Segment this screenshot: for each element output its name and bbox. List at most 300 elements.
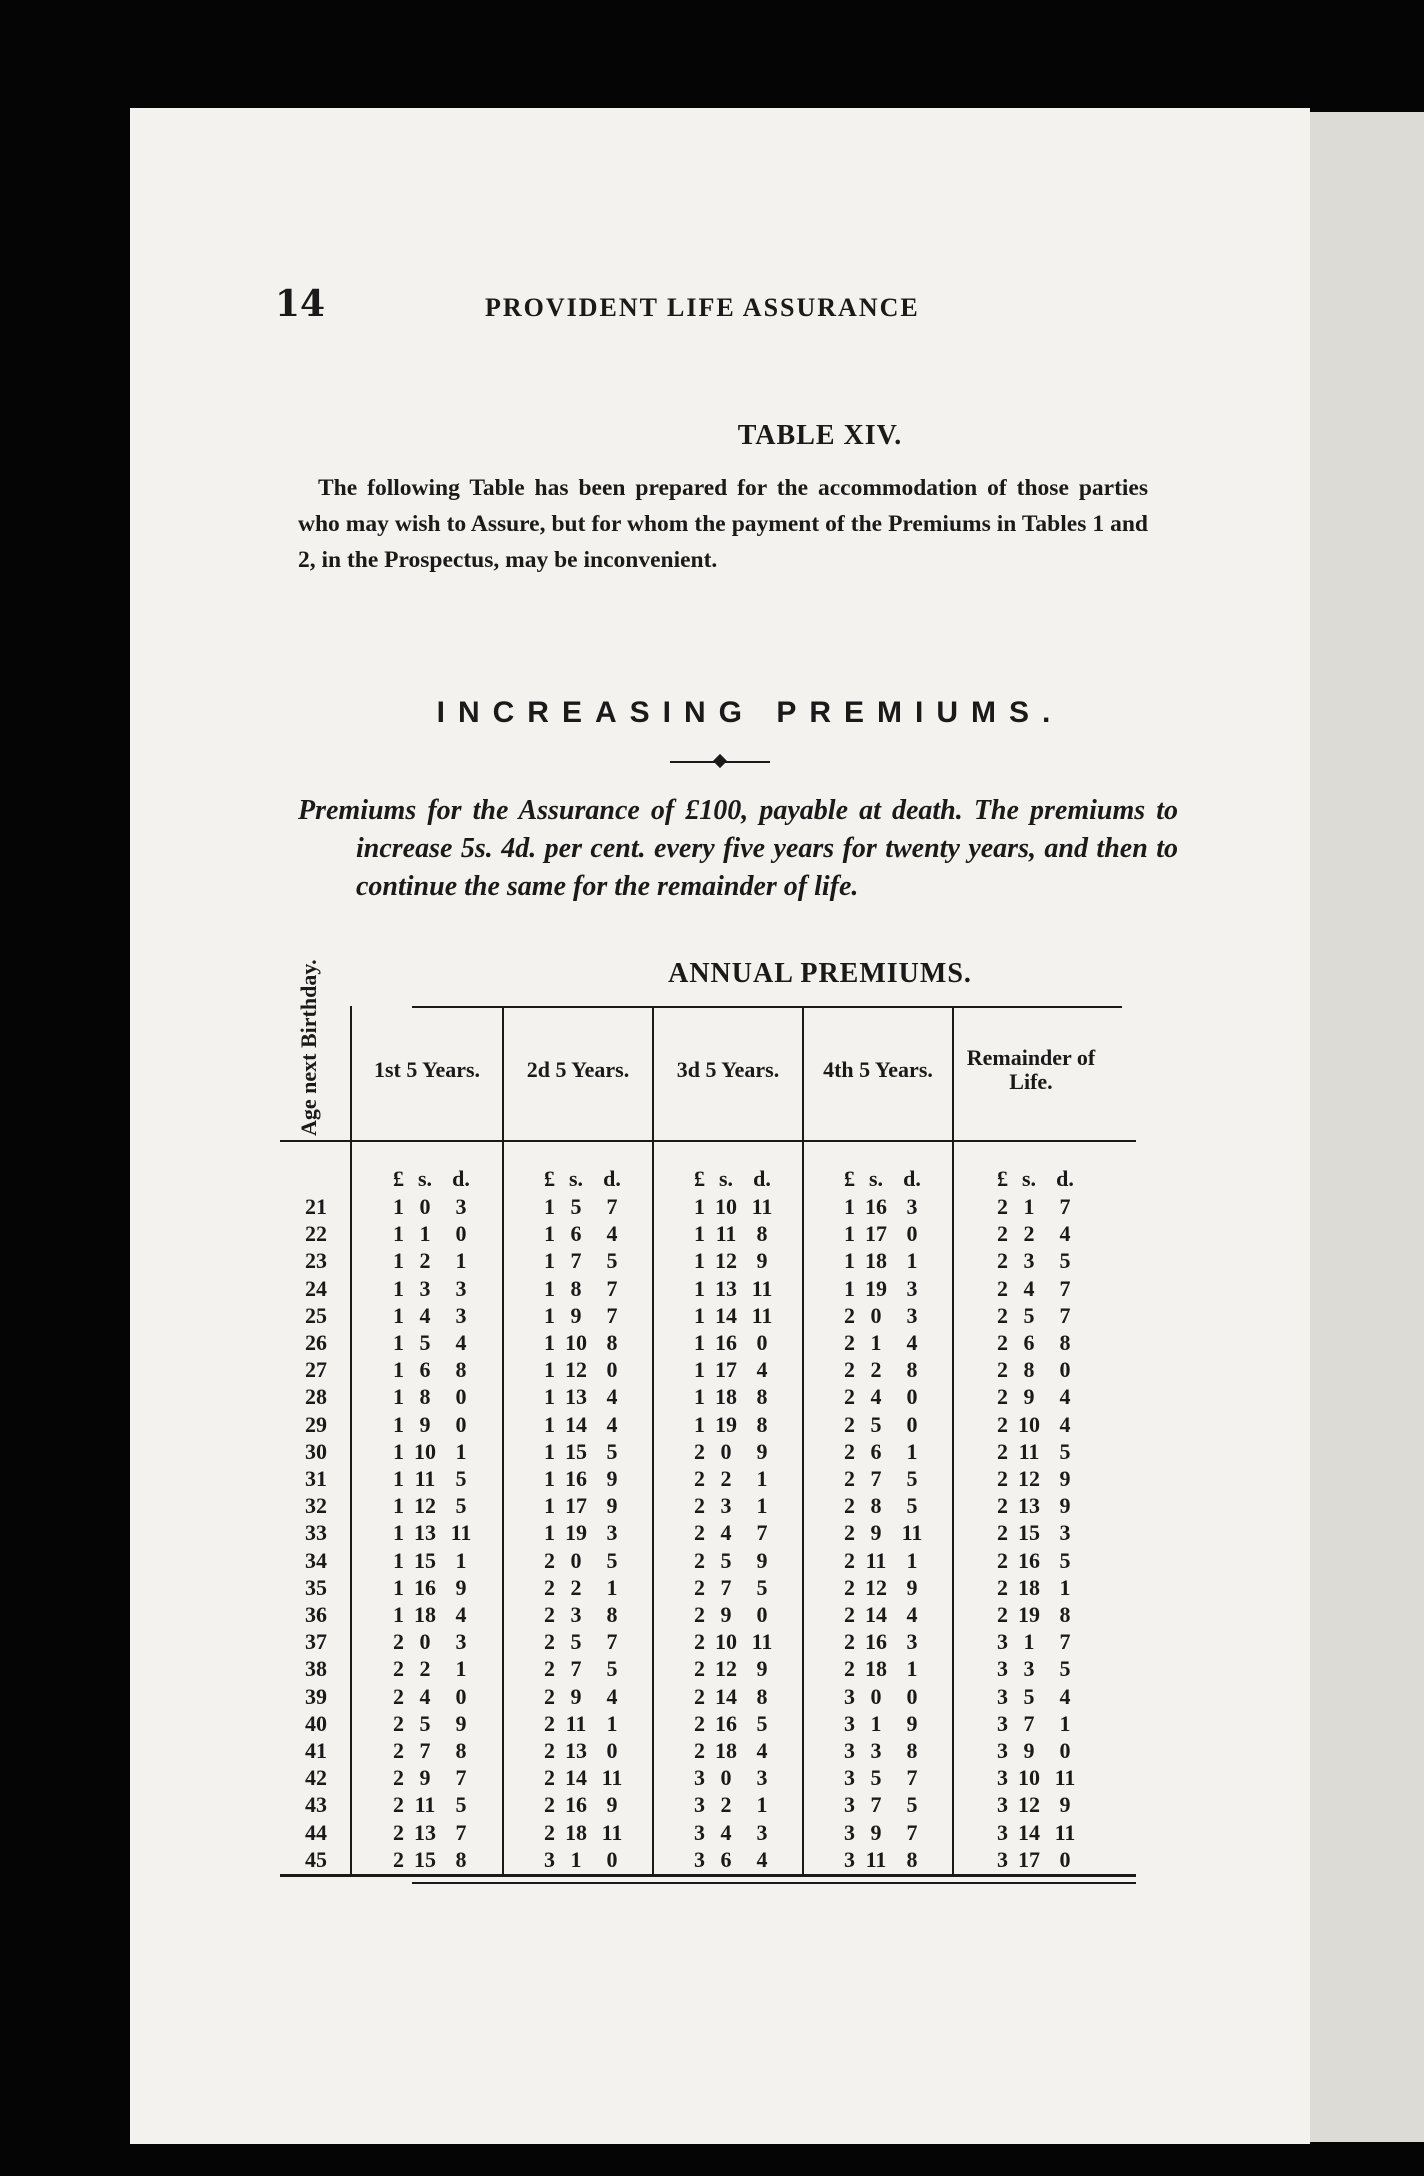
shillings-value: 13 [414, 1819, 436, 1845]
pence-value: 1 [756, 1466, 768, 1491]
pence-value: 5 [606, 1656, 618, 1682]
shillings-value: 5 [419, 1710, 431, 1736]
pounds-value: 1 [544, 1411, 555, 1437]
pounds-value: 2 [997, 1438, 1008, 1464]
pounds-value: 1 [544, 1357, 555, 1383]
units-row [280, 1166, 1138, 1191]
pounds-value: 1 [694, 1302, 705, 1328]
shillings-value: 14 [565, 1411, 587, 1437]
pence-value: 0 [606, 1738, 618, 1763]
pence-value: 3 [1059, 1520, 1071, 1546]
pounds-value: 2 [694, 1738, 705, 1763]
shillings-value: 6 [870, 1438, 882, 1464]
pence-value: 5 [1059, 1438, 1071, 1464]
shillings-value: 15 [414, 1846, 436, 1872]
pounds-value: 3 [997, 1819, 1008, 1845]
pence-value: 3 [756, 1819, 768, 1845]
pounds-value: £ [844, 1166, 855, 1191]
pounds-value: 1 [393, 1330, 404, 1355]
pounds-value: 1 [694, 1221, 705, 1247]
shillings-value: 17 [565, 1493, 587, 1519]
pounds-value: 3 [844, 1819, 855, 1845]
shillings-value: 0 [419, 1629, 431, 1655]
pence-value: 1 [756, 1493, 768, 1519]
pence-value: 3 [906, 1629, 918, 1655]
pounds-value: 2 [393, 1710, 404, 1736]
pence-value: 5 [606, 1248, 618, 1274]
pounds-value: 2 [544, 1683, 555, 1709]
pence-value: 8 [606, 1330, 618, 1355]
pounds-value: 2 [393, 1656, 404, 1682]
shillings-value: 7 [570, 1656, 582, 1682]
shillings-value: s. [417, 1166, 433, 1191]
pounds-value: 2 [544, 1738, 555, 1763]
shillings-value: 11 [715, 1221, 737, 1247]
shillings-value: 1 [1023, 1194, 1035, 1219]
pence-value: 5 [906, 1466, 918, 1491]
table-title: TABLE XIV. [737, 420, 903, 451]
pence-value: 8 [756, 1411, 768, 1437]
age-value: 21 [305, 1194, 327, 1219]
pence-value: 3 [756, 1765, 768, 1791]
shillings-value: 17 [1018, 1846, 1040, 1872]
table-row [280, 1520, 1138, 1545]
pounds-value: 1 [844, 1221, 855, 1247]
shillings-value: 2 [870, 1357, 882, 1383]
pence-value: 7 [906, 1819, 918, 1845]
pounds-value: 1 [544, 1384, 555, 1410]
pounds-value: 1 [544, 1248, 555, 1274]
pence-value: 4 [455, 1602, 467, 1627]
pence-value: 0 [906, 1221, 918, 1247]
pence-value: 8 [1059, 1602, 1071, 1627]
pence-value: 0 [455, 1384, 467, 1410]
pence-value: 4 [756, 1738, 768, 1763]
pounds-value: 3 [997, 1656, 1008, 1682]
shillings-value: 16 [565, 1792, 587, 1818]
pence-value: d. [903, 1166, 921, 1191]
pounds-value: 2 [393, 1738, 404, 1763]
age-value: 23 [305, 1248, 327, 1274]
age-value: 31 [305, 1466, 327, 1491]
shillings-value: 3 [1023, 1656, 1035, 1682]
shillings-value: 9 [570, 1302, 582, 1328]
shillings-value: 9 [720, 1602, 732, 1627]
shillings-value: 10 [715, 1629, 737, 1655]
ornament-rule [670, 758, 770, 766]
shillings-value: 10 [565, 1330, 587, 1355]
pounds-value: 2 [694, 1493, 705, 1519]
pounds-value: 2 [694, 1574, 705, 1600]
age-value: 24 [305, 1275, 327, 1301]
pounds-value: 3 [844, 1683, 855, 1709]
pounds-value: 2 [844, 1330, 855, 1355]
pounds-value: 1 [844, 1248, 855, 1274]
shillings-value: 15 [1018, 1520, 1040, 1546]
pence-value: 9 [455, 1574, 467, 1600]
shillings-value: 7 [870, 1466, 882, 1491]
pounds-value: 2 [997, 1248, 1008, 1274]
pence-value: 1 [606, 1574, 618, 1600]
shillings-value: s. [868, 1166, 884, 1191]
pounds-value: 2 [694, 1656, 705, 1682]
table-row [280, 1629, 1138, 1654]
pounds-value: 3 [844, 1738, 855, 1763]
pounds-value: 1 [694, 1330, 705, 1355]
shillings-value: 2 [1023, 1221, 1035, 1247]
pence-value: 8 [756, 1683, 768, 1709]
pence-value: 0 [1059, 1738, 1071, 1763]
pence-value: 5 [1059, 1547, 1071, 1573]
shillings-value: 5 [570, 1629, 582, 1655]
pounds-value: 1 [393, 1248, 404, 1274]
pence-value: 9 [455, 1710, 467, 1736]
pence-value: 3 [906, 1275, 918, 1301]
pounds-value: 3 [997, 1846, 1008, 1872]
pounds-value: 1 [544, 1194, 555, 1219]
age-value: 39 [305, 1683, 327, 1709]
pence-value: 5 [606, 1547, 618, 1573]
pence-value: 9 [606, 1493, 618, 1519]
pounds-value: 2 [844, 1357, 855, 1383]
pounds-value: 2 [544, 1547, 555, 1573]
next-page-edge [1304, 112, 1424, 2142]
pounds-value: 2 [997, 1302, 1008, 1328]
pence-value: 9 [1059, 1466, 1071, 1491]
shillings-value: 8 [1023, 1357, 1035, 1383]
pence-value: 9 [606, 1466, 618, 1491]
shillings-value: 1 [870, 1710, 882, 1736]
shillings-value: 15 [565, 1438, 587, 1464]
shillings-value: 2 [570, 1574, 582, 1600]
shillings-value: 0 [720, 1765, 732, 1791]
pence-value: 9 [906, 1574, 918, 1600]
age-value: 26 [305, 1330, 327, 1355]
shillings-value: 13 [565, 1738, 587, 1763]
pounds-value: 2 [544, 1710, 555, 1736]
pounds-value: 2 [393, 1819, 404, 1845]
pence-value: d. [1056, 1166, 1074, 1191]
table-row [280, 1684, 1138, 1709]
shillings-value: 4 [1023, 1275, 1035, 1301]
pence-value: 3 [455, 1302, 467, 1328]
pounds-value: 2 [844, 1574, 855, 1600]
shillings-value: 16 [1018, 1547, 1040, 1573]
pounds-value: £ [997, 1166, 1008, 1191]
shillings-value: 9 [570, 1683, 582, 1709]
pence-value: 1 [906, 1248, 918, 1274]
table-row [280, 1194, 1138, 1219]
pence-value: 4 [1059, 1683, 1071, 1709]
pounds-value: £ [544, 1166, 555, 1191]
pence-value: 0 [906, 1411, 918, 1437]
pounds-value: 2 [844, 1411, 855, 1437]
pounds-value: 3 [997, 1765, 1008, 1791]
column-header: 3d 5 Years. [676, 1057, 780, 1082]
pence-value: 1 [606, 1710, 618, 1736]
pence-value: 9 [756, 1248, 768, 1274]
pounds-value: 2 [694, 1438, 705, 1464]
shillings-value: 18 [414, 1602, 436, 1627]
pounds-value: 2 [997, 1466, 1008, 1491]
pence-value: 7 [756, 1520, 768, 1546]
pounds-value: 2 [694, 1520, 705, 1546]
pence-value: 1 [1059, 1710, 1071, 1736]
shillings-value: 17 [715, 1357, 737, 1383]
shillings-value: 9 [419, 1765, 431, 1791]
pounds-value: 2 [393, 1792, 404, 1818]
pence-value: 3 [606, 1520, 618, 1546]
pence-value: 3 [455, 1194, 467, 1219]
shillings-value: 10 [1018, 1411, 1040, 1437]
shillings-value: 18 [715, 1738, 737, 1763]
shillings-value: 7 [570, 1248, 582, 1274]
pounds-value: 2 [997, 1602, 1008, 1627]
pence-value: 4 [606, 1683, 618, 1709]
pence-value: 11 [1054, 1765, 1076, 1791]
shillings-value: 2 [419, 1248, 431, 1274]
pence-value: 0 [455, 1411, 467, 1437]
pence-value: 4 [906, 1330, 918, 1355]
shillings-value: 1 [870, 1330, 882, 1355]
pence-value: 1 [906, 1438, 918, 1464]
shillings-value: 4 [419, 1683, 431, 1709]
pence-value: 1 [455, 1438, 467, 1464]
pence-value: 3 [455, 1275, 467, 1301]
shillings-value: 14 [715, 1302, 737, 1328]
pounds-value: 2 [844, 1602, 855, 1627]
pence-value: 11 [450, 1520, 472, 1546]
shillings-value: 4 [870, 1384, 882, 1410]
pence-value: 9 [1059, 1792, 1071, 1818]
shillings-value: 0 [570, 1547, 582, 1573]
shillings-value: 6 [1023, 1330, 1035, 1355]
table-row [280, 1765, 1138, 1790]
pence-value: 5 [756, 1710, 768, 1736]
page [130, 108, 1310, 2144]
table-row [280, 1575, 1138, 1600]
pence-value: 0 [906, 1384, 918, 1410]
section-title: ANNUAL PREMIUMS. [668, 958, 972, 989]
running-head [130, 283, 1310, 333]
pounds-value: 2 [393, 1846, 404, 1872]
shillings-value: 4 [720, 1520, 732, 1546]
shillings-value: 0 [870, 1683, 882, 1709]
shillings-value: 3 [1023, 1248, 1035, 1274]
pounds-value: 1 [544, 1438, 555, 1464]
pence-value: 11 [751, 1194, 773, 1219]
age-value: 38 [305, 1656, 327, 1682]
pence-value: 3 [906, 1194, 918, 1219]
pounds-value: 2 [844, 1384, 855, 1410]
pence-value: 11 [751, 1302, 773, 1328]
pounds-value: 2 [694, 1629, 705, 1655]
shillings-value: 7 [720, 1574, 732, 1600]
shillings-value: 0 [720, 1438, 732, 1464]
pence-value: 8 [455, 1846, 467, 1872]
shillings-value: 6 [419, 1357, 431, 1383]
age-value: 42 [305, 1765, 327, 1791]
pence-value: 0 [906, 1683, 918, 1709]
pence-value: 7 [906, 1765, 918, 1791]
pounds-value: 2 [694, 1466, 705, 1491]
shillings-value: 0 [870, 1302, 882, 1328]
intro-paragraph: The following Table has been prepared for the accommodation of those parties who may wish to Assure, but for whom the payment of the Premiums in Tables 1 and 2, in the Prospectus, may be inconvenient. [298, 475, 1148, 573]
age-value: 44 [305, 1819, 327, 1845]
pence-value: 1 [906, 1547, 918, 1573]
shillings-value: 12 [414, 1493, 436, 1519]
pounds-value: 2 [544, 1792, 555, 1818]
pence-value: 7 [606, 1194, 618, 1219]
table-row [280, 1820, 1138, 1845]
pounds-value: 2 [844, 1547, 855, 1573]
pounds-value: 1 [844, 1194, 855, 1219]
shillings-value: 5 [570, 1194, 582, 1219]
pounds-value: 2 [997, 1330, 1008, 1355]
pence-value: 7 [455, 1819, 467, 1845]
table-header-rule [280, 1140, 1136, 1142]
pounds-value: 3 [544, 1846, 555, 1872]
pounds-value: 1 [544, 1275, 555, 1301]
pounds-value: 2 [844, 1493, 855, 1519]
pence-value: 4 [756, 1846, 768, 1872]
shillings-value: 12 [715, 1248, 737, 1274]
pounds-value: 3 [997, 1683, 1008, 1709]
pence-value: 7 [455, 1765, 467, 1791]
pounds-value: 2 [844, 1656, 855, 1682]
shillings-value: 0 [419, 1194, 431, 1219]
table-row [280, 1656, 1138, 1681]
pence-value: 7 [1059, 1275, 1071, 1301]
pence-value: 5 [455, 1792, 467, 1818]
shillings-value: 5 [1023, 1683, 1035, 1709]
shillings-value: 9 [870, 1819, 882, 1845]
pounds-value: 2 [694, 1683, 705, 1709]
table-bottom-rule-2 [412, 1882, 1136, 1884]
shillings-value: 18 [1018, 1574, 1040, 1600]
shillings-value: 14 [565, 1765, 587, 1791]
age-value: 36 [305, 1602, 327, 1627]
shillings-value: 7 [419, 1738, 431, 1763]
pence-value: 1 [756, 1792, 768, 1818]
pence-value: 7 [606, 1275, 618, 1301]
pence-value: 8 [906, 1846, 918, 1872]
pence-value: 1 [906, 1656, 918, 1682]
banner-heading: INCREASING PREMIUMS. [436, 696, 1064, 729]
pence-value: 1 [455, 1656, 467, 1682]
shillings-value: 18 [865, 1248, 887, 1274]
pounds-value: 3 [844, 1846, 855, 1872]
table-row [280, 1847, 1138, 1872]
shillings-value: 12 [865, 1574, 887, 1600]
pounds-value: 1 [544, 1330, 555, 1355]
shillings-value: 10 [414, 1438, 436, 1464]
pounds-value: 1 [694, 1194, 705, 1219]
pence-value: 5 [1059, 1656, 1071, 1682]
shillings-value: 15 [414, 1547, 436, 1573]
pence-value: 8 [606, 1602, 618, 1627]
pounds-value: £ [694, 1166, 705, 1191]
shillings-value: 1 [419, 1221, 431, 1247]
age-value: 28 [305, 1384, 327, 1410]
pounds-value: 1 [393, 1547, 404, 1573]
pounds-value: 1 [393, 1194, 404, 1219]
shillings-value: 3 [419, 1275, 431, 1301]
column-header: 1st 5 Years. [373, 1057, 481, 1082]
shillings-value: 5 [1023, 1302, 1035, 1328]
pence-value: 4 [1059, 1411, 1071, 1437]
pence-value: 0 [1059, 1846, 1071, 1872]
pence-value: 4 [455, 1330, 467, 1355]
shillings-value: 14 [715, 1683, 737, 1709]
shillings-value: 2 [720, 1466, 732, 1491]
pence-value: 3 [906, 1302, 918, 1328]
pence-value: 4 [606, 1221, 618, 1247]
pence-value: 8 [756, 1384, 768, 1410]
pence-value: 9 [756, 1547, 768, 1573]
table-row [280, 1602, 1138, 1627]
pounds-value: 3 [844, 1710, 855, 1736]
pence-value: 7 [1059, 1629, 1071, 1655]
table-row [280, 1439, 1138, 1464]
pence-value: 5 [1059, 1248, 1071, 1274]
shillings-value: 18 [565, 1819, 587, 1845]
age-value: 25 [305, 1302, 327, 1328]
shillings-value: 1 [570, 1846, 582, 1872]
pounds-value: 2 [393, 1629, 404, 1655]
pounds-value: 1 [544, 1221, 555, 1247]
pence-value: 0 [606, 1357, 618, 1383]
pence-value: 11 [601, 1765, 623, 1791]
shillings-value: 16 [865, 1194, 887, 1219]
age-value: 34 [305, 1547, 327, 1573]
table-row [280, 1248, 1138, 1273]
age-value: 40 [305, 1710, 327, 1736]
table-row [280, 1548, 1138, 1573]
pence-value: 8 [906, 1357, 918, 1383]
pounds-value: 3 [997, 1738, 1008, 1763]
shillings-value: 7 [870, 1792, 882, 1818]
shillings-value: 3 [870, 1738, 882, 1763]
shillings-value: 8 [870, 1493, 882, 1519]
shillings-value: 17 [865, 1221, 887, 1247]
pounds-value: 2 [997, 1574, 1008, 1600]
pence-value: 7 [1059, 1302, 1071, 1328]
pounds-value: 2 [544, 1656, 555, 1682]
pounds-value: 2 [393, 1765, 404, 1791]
shillings-value: 3 [720, 1493, 732, 1519]
shillings-value: 5 [870, 1411, 882, 1437]
pounds-value: 2 [694, 1547, 705, 1573]
pounds-value: 1 [393, 1221, 404, 1247]
pence-value: 7 [606, 1629, 618, 1655]
table-row [280, 1330, 1138, 1355]
table-row [280, 1221, 1138, 1246]
shillings-value: 11 [565, 1710, 587, 1736]
shillings-value: 5 [720, 1547, 732, 1573]
shillings-value: s. [1021, 1166, 1037, 1191]
age-value: 22 [305, 1221, 327, 1247]
pence-value: 4 [906, 1602, 918, 1627]
table-row [280, 1792, 1138, 1817]
age-value: 27 [305, 1357, 327, 1383]
age-value: 29 [305, 1411, 327, 1437]
shillings-value: 12 [565, 1357, 587, 1383]
age-value: 43 [305, 1792, 327, 1818]
pence-value: 4 [756, 1357, 768, 1383]
pounds-value: 2 [694, 1602, 705, 1627]
column-header: Remainder of Life. [966, 1045, 1096, 1094]
